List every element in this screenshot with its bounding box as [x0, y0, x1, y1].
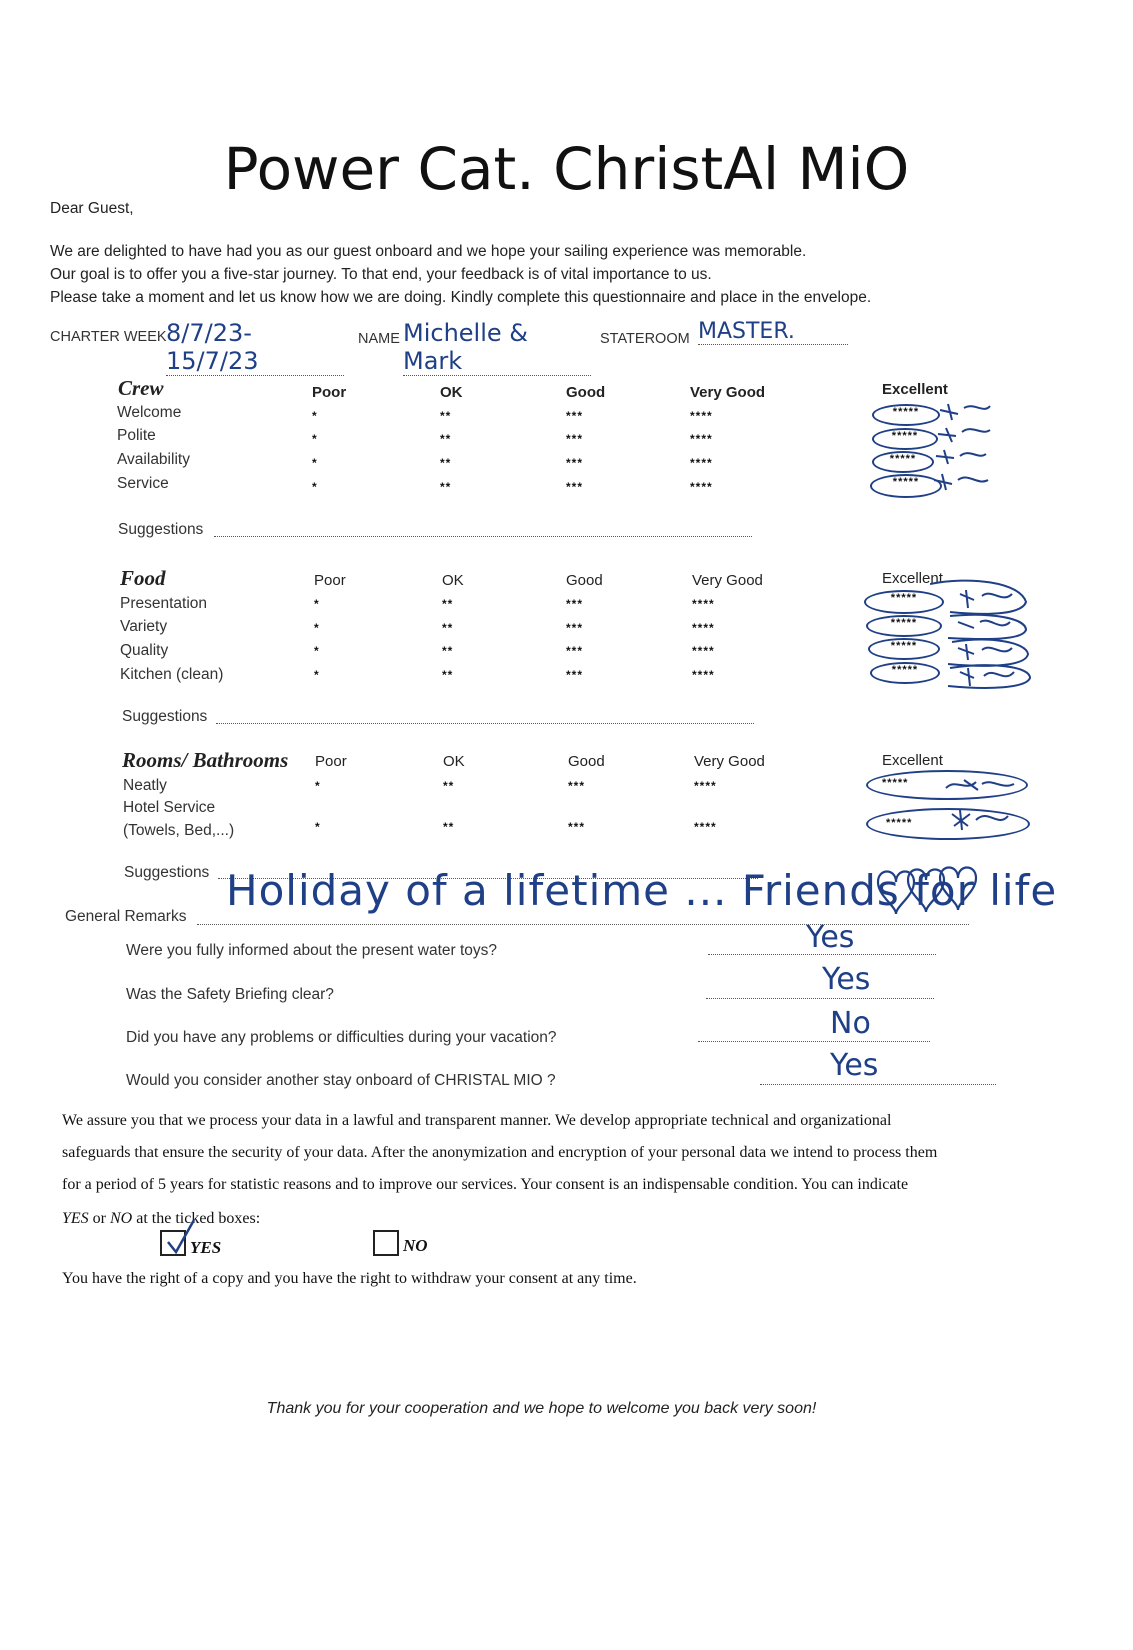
food-star-poor[interactable]: * — [314, 644, 320, 658]
food-star-ok[interactable]: ** — [442, 668, 454, 682]
crew-item-service: Service — [117, 475, 169, 492]
general-remarks-label: General Remarks — [65, 908, 187, 925]
consent-no-checkbox[interactable] — [373, 1230, 399, 1256]
crew-item-welcome: Welcome — [117, 404, 182, 421]
rooms-star-good[interactable]: *** — [568, 820, 586, 834]
rooms-item-towels-bed: (Towels, Bed,...) — [123, 822, 235, 839]
crew-heading: Crew — [118, 376, 164, 400]
privacy-or-word: or — [92, 1210, 106, 1227]
food-item-quality: Quality — [120, 642, 169, 659]
rooms-handwritten-marks-icon — [944, 774, 1024, 844]
privacy-ticked-boxes: at the ticked boxes: — [136, 1210, 261, 1227]
food-star-verygood[interactable]: **** — [692, 597, 715, 611]
answer-another-stay[interactable]: Yes — [830, 1048, 879, 1083]
general-remarks-field[interactable]: Holiday of a lifetime ... Friends for life — [226, 866, 1058, 915]
crew-col-verygood: Very Good — [690, 384, 766, 401]
food-star-poor[interactable]: * — [314, 621, 320, 635]
crew-selected-excellent[interactable]: ***** — [872, 451, 934, 473]
privacy-yes-word: YES — [62, 1210, 89, 1227]
food-col-ok: OK — [442, 572, 464, 589]
food-star-good[interactable]: *** — [566, 668, 584, 682]
food-star-verygood[interactable]: **** — [692, 644, 715, 658]
privacy-line-1: We assure you that we process your data in a lawful and transparent manner. We develop appropriate technical and organizational — [62, 1112, 892, 1129]
stateroom-label: STATEROOM — [600, 331, 690, 347]
rooms-star-ok[interactable]: ** — [443, 779, 455, 793]
crew-star-poor[interactable]: * — [312, 480, 318, 494]
food-col-excellent: Excellent — [882, 570, 943, 587]
food-suggestions-label: Suggestions — [122, 708, 208, 725]
food-star-poor[interactable]: * — [314, 597, 320, 611]
privacy-line-2: safeguards that ensure the security of your data. After the anonymization and encryption of your personal data we intend to process them — [62, 1144, 938, 1161]
food-star-ok[interactable]: ** — [442, 597, 454, 611]
food-star-good[interactable]: *** — [566, 644, 584, 658]
question-another-stay: Would you consider another stay onboard of CHRISTAL MIO ? — [126, 1072, 556, 1089]
crew-star-good[interactable]: *** — [566, 432, 584, 446]
crew-star-ok[interactable]: ** — [440, 480, 452, 494]
charter-week-label: CHARTER WEEK — [50, 329, 167, 345]
privacy-withdraw: You have the right of a copy and you have the right to withdraw your consent at any time. — [62, 1270, 637, 1287]
crew-item-availability: Availability — [117, 451, 190, 468]
rooms-heading: Rooms/ Bathrooms — [122, 748, 289, 772]
intro-line-3: Please take a moment and let us know how we are doing. Kindly complete this questionnaire and place in the envelope. — [50, 289, 872, 306]
intro-line-1: We are delighted to have had you as our guest onboard and we hope your sailing experience was memorable. — [50, 243, 807, 260]
food-selected-excellent[interactable]: ***** — [868, 638, 940, 660]
rooms-item-neatly: Neatly — [123, 777, 167, 794]
question-safety-briefing: Was the Safety Briefing clear? — [126, 986, 334, 1003]
crew-star-good[interactable]: *** — [566, 480, 584, 494]
rooms-col-excellent: Excellent — [882, 752, 943, 769]
rooms-star-poor[interactable]: * — [315, 779, 321, 793]
rooms-star-verygood[interactable]: **** — [694, 779, 717, 793]
answer-water-toys[interactable]: Yes — [806, 920, 855, 955]
food-star-good[interactable]: *** — [566, 597, 584, 611]
name-label: NAME — [358, 331, 400, 347]
crew-col-excellent: Excellent — [882, 381, 948, 398]
crew-star-ok[interactable]: ** — [440, 432, 452, 446]
rooms-star-verygood[interactable]: **** — [694, 820, 717, 834]
crew-col-good: Good — [566, 384, 606, 401]
food-star-ok[interactable]: ** — [442, 644, 454, 658]
closing-message: Thank you for your cooperation and we hope to welcome you back very soon! — [266, 1400, 817, 1417]
rooms-col-poor: Poor — [315, 753, 347, 770]
name-field[interactable]: Michelle & Mark — [403, 319, 591, 376]
crew-star-verygood[interactable]: **** — [690, 432, 713, 446]
food-suggestions-field[interactable] — [216, 707, 754, 724]
rooms-selected-excellent[interactable]: ***** — [866, 808, 1030, 840]
rooms-suggestions-label: Suggestions — [124, 864, 210, 881]
greeting: Dear Guest, — [50, 200, 134, 217]
consent-no-label: NO — [403, 1236, 428, 1255]
crew-star-poor[interactable]: * — [312, 409, 318, 423]
rooms-star-poor[interactable]: * — [315, 820, 321, 834]
crew-star-ok[interactable]: ** — [440, 456, 452, 470]
food-star-verygood[interactable]: **** — [692, 668, 715, 682]
crew-selected-excellent[interactable]: ***** — [872, 428, 938, 450]
food-item-variety: Variety — [120, 618, 168, 635]
privacy-no-word: NO — [110, 1210, 133, 1227]
page-title: Power Cat. ChristAl MiO — [223, 135, 910, 203]
crew-star-poor[interactable]: * — [312, 432, 318, 446]
food-col-verygood: Very Good — [692, 572, 763, 589]
food-selected-excellent[interactable]: ***** — [870, 662, 940, 684]
food-star-verygood[interactable]: **** — [692, 621, 715, 635]
food-selected-excellent[interactable]: ***** — [864, 590, 944, 614]
answer-safety-briefing[interactable]: Yes — [822, 962, 871, 997]
rooms-col-good: Good — [568, 753, 605, 770]
question-water-toys: Were you fully informed about the present water toys? — [126, 942, 498, 959]
charter-week-field[interactable]: 8/7/23-15/7/23 — [166, 319, 344, 376]
food-star-ok[interactable]: ** — [442, 621, 454, 635]
crew-star-ok[interactable]: ** — [440, 409, 452, 423]
crew-star-verygood[interactable]: **** — [690, 480, 713, 494]
food-heading: Food — [120, 566, 166, 590]
crew-suggestions-label: Suggestions — [118, 521, 204, 538]
food-selected-excellent[interactable]: ***** — [866, 615, 942, 637]
food-col-poor: Poor — [314, 572, 346, 589]
answer-problems[interactable]: No — [830, 1006, 871, 1041]
food-handwritten-marks-icon — [930, 578, 1040, 690]
heart-doodles-icon — [870, 862, 994, 922]
crew-handwritten-marks-icon — [930, 400, 1000, 500]
food-item-kitchen: Kitchen (clean) — [120, 666, 224, 683]
food-star-good[interactable]: *** — [566, 621, 584, 635]
crew-selected-excellent[interactable]: ***** — [872, 404, 940, 426]
header-fields — [50, 319, 850, 375]
food-col-good: Good — [566, 572, 603, 589]
food-star-poor[interactable]: * — [314, 668, 320, 682]
rooms-selected-excellent[interactable]: ***** — [866, 770, 1028, 800]
crew-star-verygood[interactable]: **** — [690, 456, 713, 470]
intro-line-2: Our goal is to offer you a five-star journey. To that end, your feedback is of vital importance to us. — [50, 266, 712, 283]
answer-problems-line — [698, 1027, 930, 1042]
answer-safety-briefing-line — [706, 984, 934, 999]
crew-star-good[interactable]: *** — [566, 409, 584, 423]
stateroom-field[interactable]: MASTER. — [698, 319, 848, 345]
rooms-item-hotel-service: Hotel Service — [123, 799, 216, 816]
consent-yes-label: YES — [190, 1238, 222, 1257]
crew-star-good[interactable]: *** — [566, 456, 584, 470]
crew-suggestions-field[interactable] — [214, 520, 752, 537]
question-problems: Did you have any problems or difficulties during your vacation? — [126, 1029, 557, 1046]
crew-item-polite: Polite — [117, 427, 156, 444]
crew-col-poor: Poor — [312, 384, 347, 401]
rooms-col-ok: OK — [443, 753, 465, 770]
crew-star-poor[interactable]: * — [312, 456, 318, 470]
rooms-star-ok[interactable]: ** — [443, 820, 455, 834]
privacy-line-3: for a period of 5 years for statistic reasons and to improve our services. Your consent is an indispensable condition. You can indicate — [62, 1176, 909, 1193]
crew-selected-excellent[interactable]: ***** — [870, 474, 942, 498]
rooms-star-good[interactable]: *** — [568, 779, 586, 793]
food-item-presentation: Presentation — [120, 595, 208, 612]
crew-col-ok: OK — [440, 384, 463, 401]
rooms-col-verygood: Very Good — [694, 753, 765, 770]
crew-star-verygood[interactable]: **** — [690, 409, 713, 423]
